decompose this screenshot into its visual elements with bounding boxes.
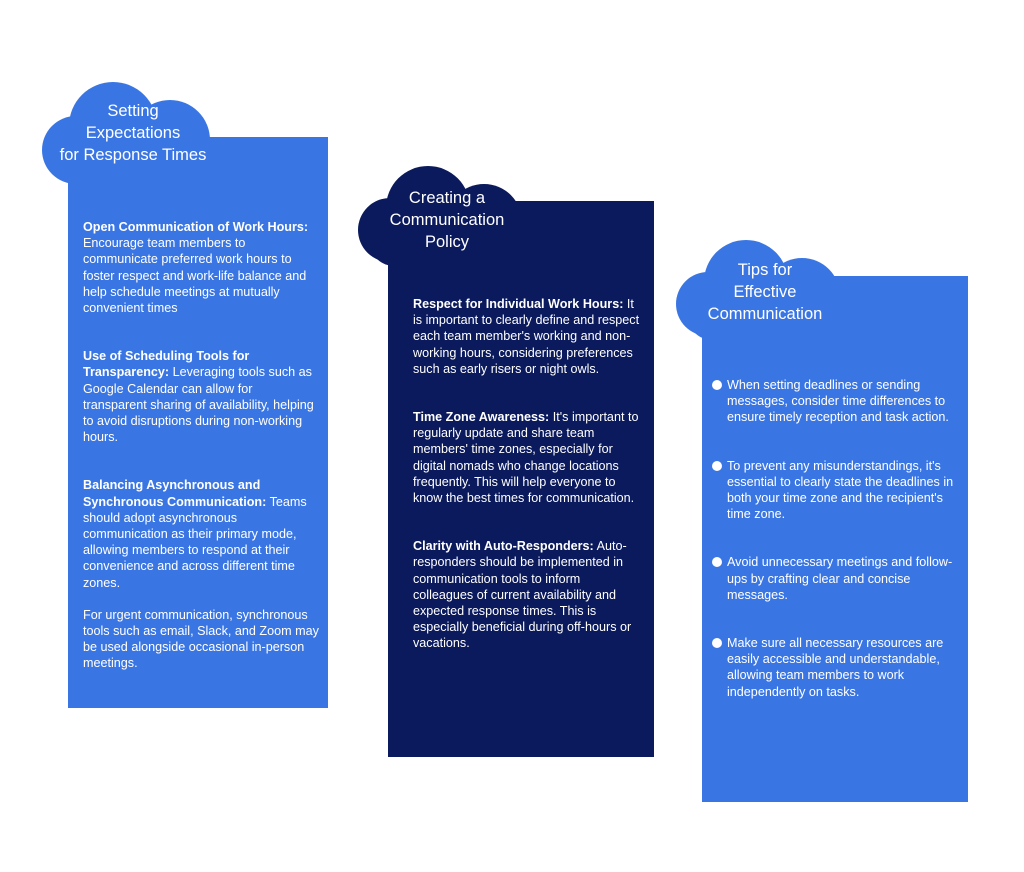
paragraph-text: Leveraging tools such as Google Calendar can allow for transparent sharing of availability, helping to avoid disruptions during non-working hours. [83, 365, 314, 445]
paragraph-balancing-communication [83, 477, 319, 590]
paragraph-label: Use of Scheduling Tools for Transparency: [83, 349, 250, 380]
title-line: Communication [389, 211, 505, 229]
paragraph-work-hours [413, 296, 641, 377]
paragraph-auto-responders [413, 538, 641, 651]
title-line: for Response Times [59, 146, 207, 164]
paragraph-text: It is important to clearly define and respect each team member's working and non-working hours, considering preferences such as early risers or night owls. [413, 297, 640, 376]
cloud-title [664, 259, 866, 325]
bullet-dot-icon [712, 638, 722, 648]
bullet-text: Avoid unnecessary meetings and follow-ups by crafting clear and concise messages. [727, 555, 953, 602]
paragraph-label: Balancing Asynchronous and Synchronous Communication: [83, 478, 267, 509]
paragraph-text: Auto-responders should be implemented in communication tools to inform colleagues of current availability and expected response times. This is especially beneficial during off-hours or vacations. [413, 539, 632, 651]
paragraph-scheduling-tools [83, 348, 319, 445]
card-setting-expectations [68, 137, 328, 708]
bullet-item [712, 458, 960, 523]
bullet-item [712, 635, 960, 700]
bullet-dot-icon [712, 380, 722, 390]
bullet-item [712, 554, 960, 603]
paragraph-text: It's important to regularly update and share team members' time zones, especially for digital nomads who change locations frequently. This will help everyone to know the best times for communication. [413, 410, 639, 506]
bullet-item [712, 377, 960, 426]
cloud-title [346, 187, 548, 253]
title-line: Effective [733, 283, 797, 301]
bullet-text: To prevent any misunderstandings, it's essential to clearly state the deadlines in both your time zone and the recipient's time zone. [727, 458, 954, 522]
cloud-title [28, 100, 238, 166]
bullet-dot-icon [712, 461, 722, 471]
bullet-text: Make sure all necessary resources are easily accessible and understandable, allowing team members to work independently on tasks. [727, 636, 944, 699]
paragraph-label: Time Zone Awareness: [413, 410, 550, 425]
cloud-setting-expectations [28, 74, 238, 190]
title-line: Tips for [737, 261, 793, 279]
card-body [83, 219, 319, 672]
paragraph-urgent-communication [83, 607, 319, 672]
paragraph-label: Clarity with Auto-Responders: [413, 539, 594, 554]
paragraph-label: Respect for Individual Work Hours: [413, 297, 624, 311]
bullet-dot-icon [712, 557, 722, 567]
paragraph-open-communication [83, 219, 319, 316]
paragraph-label: Open Communication of Work Hours: [83, 220, 309, 234]
title-line: Expectations [85, 124, 181, 142]
bullet-text: When setting deadlines or sending messages, consider time differences to ensure timely reception and task action. [727, 378, 949, 425]
title-line: Creating a [408, 189, 486, 207]
card-effective-communication [702, 276, 968, 802]
card-communication-policy [388, 201, 654, 757]
title-line: Setting [107, 102, 159, 120]
paragraph-text: Encourage team members to communicate preferred work hours to foster respect and work-life balance and help schedule meetings at mutually convenient times [83, 236, 307, 316]
title-line: Communication [707, 305, 823, 323]
card-body [413, 296, 641, 652]
card-body [712, 377, 960, 700]
title-line: Policy [424, 233, 469, 251]
cloud-communication-policy [346, 160, 548, 268]
paragraph-text: For urgent communication, synchronous tools such as email, Slack, and Zoom may be used alongside occasional in-person meetings. [83, 607, 319, 671]
cloud-effective-communication [664, 234, 866, 342]
paragraph-text: Teams should adopt asynchronous communication as their primary mode, allowing members to respond at their convenience and across different time zones. [83, 494, 307, 590]
paragraph-time-zone-awareness [413, 409, 641, 506]
